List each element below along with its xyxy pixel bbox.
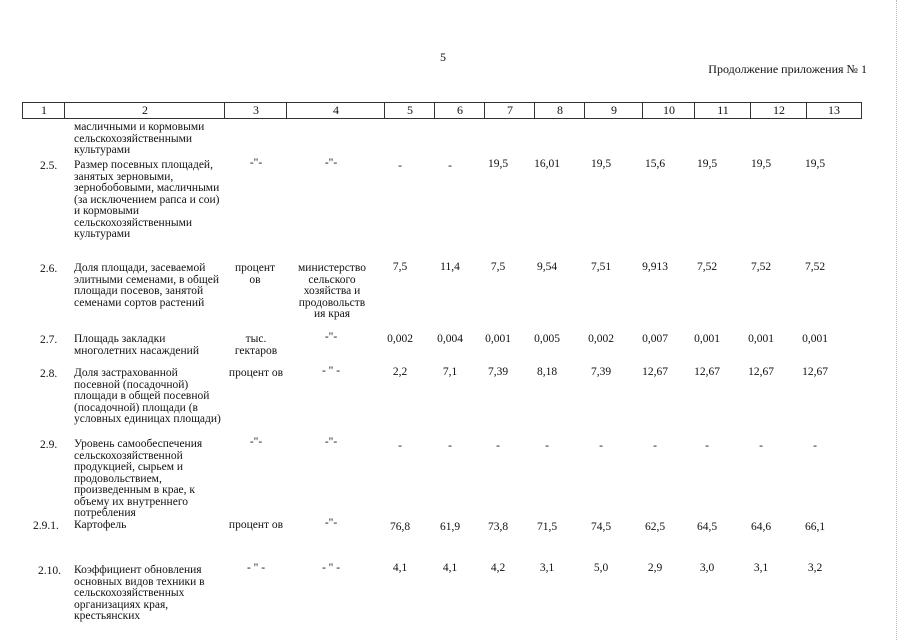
header-col-9: 9 [584,102,643,119]
row-value-col6: - [448,440,452,452]
row-value-col7: 7,39 [487,366,509,378]
row-responsible: - " - [321,365,341,377]
row-value-col12: 19,5 [750,158,772,170]
row-description: Площадь закладки многолетних насаждений [74,333,199,357]
row-value-col11: 0,001 [694,333,720,345]
row-value-col8: 16,01 [534,158,560,170]
header-col-1: 1 [22,102,65,119]
row-unit: -"- [249,436,263,448]
row-unit: тыс. гектаров [234,333,278,357]
row-value-col11: 64,5 [696,521,718,533]
row-value-col13: 19,5 [804,158,826,170]
row-value-col11: 7,52 [696,261,718,273]
row-number: 2.10. [38,565,61,577]
table-header [22,102,840,119]
row-value-col10: 62,5 [644,521,666,533]
row-value-col6: 11,4 [440,261,460,273]
row-number: 2.6. [40,263,58,275]
row-value-col10: 15,6 [644,158,666,170]
row-value-col12: 7,52 [750,261,772,273]
row-value-col7: 7,5 [490,261,506,273]
row-description: Коэффициент обновления основных видов техники в сельскохозяйственных организациях края, крестьянских [74,564,205,622]
page-number: 5 [440,50,446,64]
row-description: Уровень самообеспечения сельскохозяйственной продукцией, сырьем и продовольствием, произведенным в крае, к объему их внутреннего потребления [74,438,203,519]
row-responsible: -"- [324,331,338,343]
row-unit: процент ов [228,519,284,531]
continuation-note: Продолжение приложения № 1 [708,62,867,76]
row-unit: процент ов [228,367,284,379]
header-col-11: 11 [694,102,751,119]
row-value-col8: 8,18 [536,366,558,378]
row-responsible: -"- [324,517,338,529]
row-value-col13: 7,52 [804,261,826,273]
row-value-col13: 3,2 [807,562,823,574]
row-value-col10: 9,913 [642,261,668,273]
row-value-col9: 7,51 [590,261,612,273]
row-value-col9: 74,5 [590,521,612,533]
row-value-col5: 4,1 [392,562,408,574]
row-value-col8: 3,1 [539,562,555,574]
row-value-col6: 0,004 [437,333,463,345]
row-description: Размер посевных площадей, занятых зерновыми, зернобобовыми, масличными (за исключением рапса и сои) и кормовыми сельскохозяйственными культурами [74,159,220,240]
row-value-col10: 0,007 [642,333,668,345]
row-number: 2.9. [40,439,58,451]
row-value-col9: 5,0 [593,562,609,574]
header-col-8: 8 [534,102,585,119]
row-value-col12: 64,6 [750,521,772,533]
header-col-13: 13 [806,102,862,119]
row-value-col7: 4,2 [490,562,506,574]
header-col-5: 5 [384,102,435,119]
row-value-col8: 71,5 [536,521,558,533]
row-value-col9: 19,5 [590,158,612,170]
header-col-4: 4 [286,102,385,119]
header-col-12: 12 [750,102,807,119]
row-description: Картофель [74,519,127,531]
row-value-col9: 0,002 [588,333,614,345]
row-value-col6: - [448,160,452,172]
row-value-col5: 7,5 [392,261,408,273]
row-responsible: -"- [324,157,338,169]
row-value-col12: - [759,440,763,452]
row-unit: -"- [249,157,263,169]
row-value-col5: 0,002 [387,333,413,345]
row-number: 2.7. [40,334,58,346]
row-number: 2.9.1. [33,520,59,532]
row-description: Доля площади, засеваемой элитными семенами, в общей площади посевов, занятой семенами сортов растений [74,262,220,309]
row-value-col8: 0,005 [534,333,560,345]
row-value-col5: - [398,440,402,452]
row-value-col13: 12,67 [802,366,828,378]
row-value-col13: 0,001 [802,333,828,345]
row-value-col7: 19,5 [487,158,509,170]
row-value-col5: 2,2 [392,366,408,378]
row-value-col7: 0,001 [485,333,511,345]
row-value-col5: - [398,160,402,172]
header-col-7: 7 [484,102,535,119]
header-col-6: 6 [434,102,485,119]
row-description: масличными и кормовыми сельскохозяйственными культурами [74,121,205,156]
row-value-col12: 3,1 [753,562,769,574]
row-value-col7: - [496,440,500,452]
header-col-2: 2 [64,102,225,119]
row-value-col13: - [813,440,817,452]
row-responsible: министерство сельского хозяйства и продовольств ия края [298,262,366,320]
row-value-col8: - [545,440,549,452]
row-value-col7: 73,8 [487,521,509,533]
row-value-col11: 19,5 [696,158,718,170]
header-col-3: 3 [224,102,287,119]
row-value-col12: 0,001 [748,333,774,345]
row-unit: процент ов [234,262,276,286]
row-responsible: -"- [324,436,338,448]
row-responsible: - " - [321,562,341,574]
row-value-col5: 76,8 [389,521,411,533]
row-value-col11: 3,0 [699,562,715,574]
row-value-col6: 61,9 [439,521,461,533]
row-unit: - " - [246,562,266,574]
row-value-col9: - [599,440,603,452]
row-number: 2.8. [40,368,58,380]
row-value-col6: 7,1 [442,366,458,378]
row-value-col10: 2,9 [647,562,663,574]
row-value-col6: 4,1 [442,562,458,574]
row-value-col10: 12,67 [642,366,668,378]
row-value-col13: 66,1 [804,521,826,533]
row-value-col8: 9,54 [536,261,558,273]
row-value-col12: 12,67 [748,366,774,378]
row-value-col11: 12,67 [694,366,720,378]
row-value-col11: - [705,440,709,452]
row-description: Доля застрахованной посевной (посадочной) площади в общей посевной (посадочной) площади (в условных единицах площади) [74,367,221,425]
page-edge-line [895,0,897,640]
row-number: 2.5. [40,160,58,172]
row-value-col10: - [653,440,657,452]
row-value-col9: 7,39 [590,366,612,378]
header-col-10: 10 [642,102,695,119]
